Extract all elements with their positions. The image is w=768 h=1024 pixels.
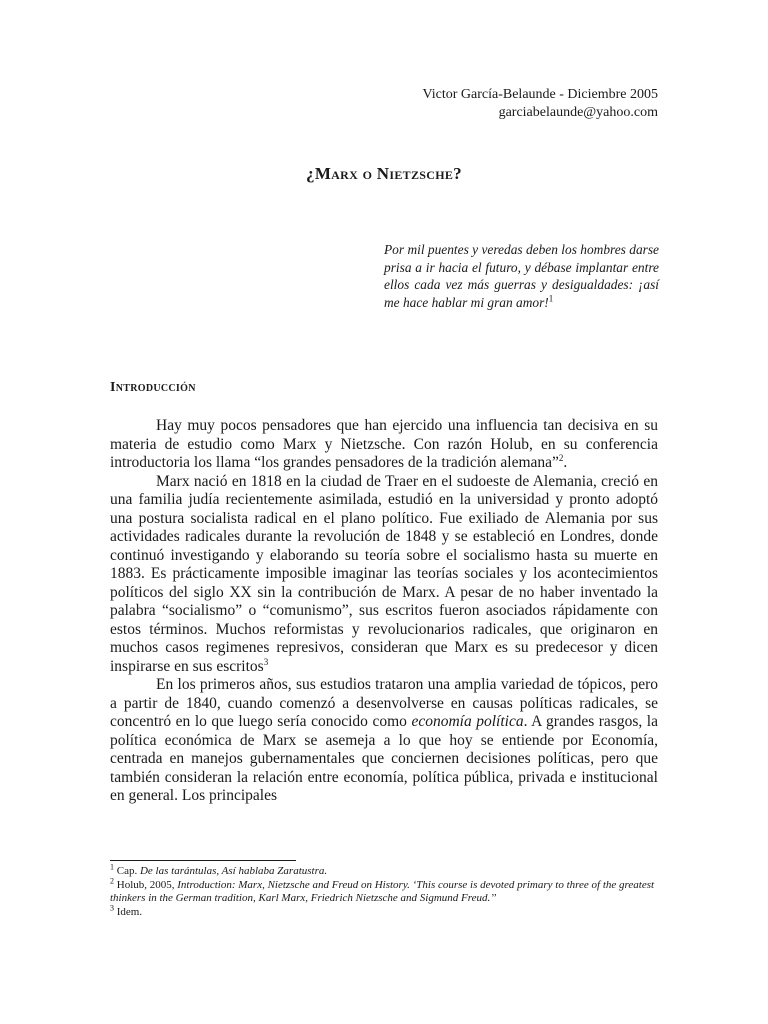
author-email: garciabelaunde@yahoo.com	[498, 105, 658, 120]
paragraph-1	[110, 417, 658, 473]
footnotes	[110, 862, 658, 920]
footnote-1-text: Cap.	[116, 865, 140, 877]
paragraph-2-text: Marx nació en 1818 en la ciudad de Traer en el sudoeste de Alemania, creció en una familia judía recientemente asimilada, estudió en la universidad y pronto adoptó una postura socialista radical en el plano político. Fue exiliado de Alemania por sus actividades radicales durante la revolución de 1848 y se estableció en Londres, donde continuó investigando y elaborando su teoría sobre el socialismo hasta su muerte en 1883. Es prácticamente imposible imaginar las teorías sociales y los acontecimientos políticos del siglo XX sin la contribución de Marx. A pesar de no haber inventado la palabra “socialismo” o “comunismo”, sus escritos fueron asociados rápidamente con estos términos. Muchos reformistas y revolucionarios radicales, que originaron en muchos casos regimenes represivos, consideran que Marx es su predecesor y dicen inspirarse en sus escritos	[110, 472, 658, 675]
paragraph-3-tail: . A grandes rasgos, la política económica de Marx se asemeja a lo que hoy se entiende por Economía, centrada en manejos gubernamentales que conciernen decisiones políticas, pero que también consideran la relación entre economía, política pública, privada e institucional en general. Los principales	[110, 713, 658, 804]
footnote-2-number: 2	[110, 876, 114, 886]
footnote-1	[110, 862, 658, 878]
author-line: Victor García-Belaunde - Diciembre 2005	[422, 87, 658, 102]
document-title: ¿Marx o Nietzsche?	[306, 164, 462, 183]
footnote-ref-2: 2	[558, 452, 564, 463]
footnote-2-text: Holub, 2005,	[116, 879, 178, 891]
footnote-1-number: 1	[110, 862, 114, 872]
footnote-ref-3: 3	[263, 656, 269, 667]
body-text	[110, 417, 658, 806]
paragraph-3-text: En los primeros años, sus estudios trataron una amplia variedad de tópicos, pero a partir de 1840, cuando comenzó a desenvolverse en causas políticas radicales, se concentró en lo que luego sería conocido como	[110, 676, 658, 730]
epigraph	[384, 241, 659, 311]
footnote-2	[110, 876, 658, 905]
footnote-3-number: 3	[110, 903, 114, 913]
paragraph-3	[110, 676, 658, 806]
section-heading: Introducción	[110, 380, 196, 395]
footnote-2-italic: Introduction: Marx, Nietzsche and Freud on History. ‘This course is devoted primary to three of the greatest thinkers in the German tradition, Karl Marx, Friedrich Nietzsche and Sigmund Freud.’’	[110, 879, 655, 904]
epigraph-footnote-ref: 1	[548, 293, 554, 304]
paragraph-1-text: Hay muy pocos pensadores que han ejercido una influencia tan decisiva en su materia de estudio como Marx y Nietzsche. Con razón Holub, en su conferencia introductoria los llama “los grandes pensadores de la tradición alemana”	[110, 417, 658, 471]
footnote-1-italic: De las tarántulas, Así hablaba Zaratustra.	[139, 865, 328, 877]
paragraph-3-emphasis: economía política	[411, 713, 524, 730]
paragraph-1-tail: .	[563, 454, 568, 471]
epigraph-text: Por mil puentes y veredas deben los hombres darse prisa a ir hacia el futuro, y débase implantar entre ellos cada vez más guerras y desigualdades: ¡así me hace hablar mi gran amor!	[384, 242, 659, 310]
paragraph-2	[110, 473, 658, 677]
author-block	[422, 86, 658, 122]
footnote-3-text: Idem.	[116, 906, 143, 918]
footnote-3	[110, 903, 658, 919]
footnote-separator	[110, 860, 296, 861]
